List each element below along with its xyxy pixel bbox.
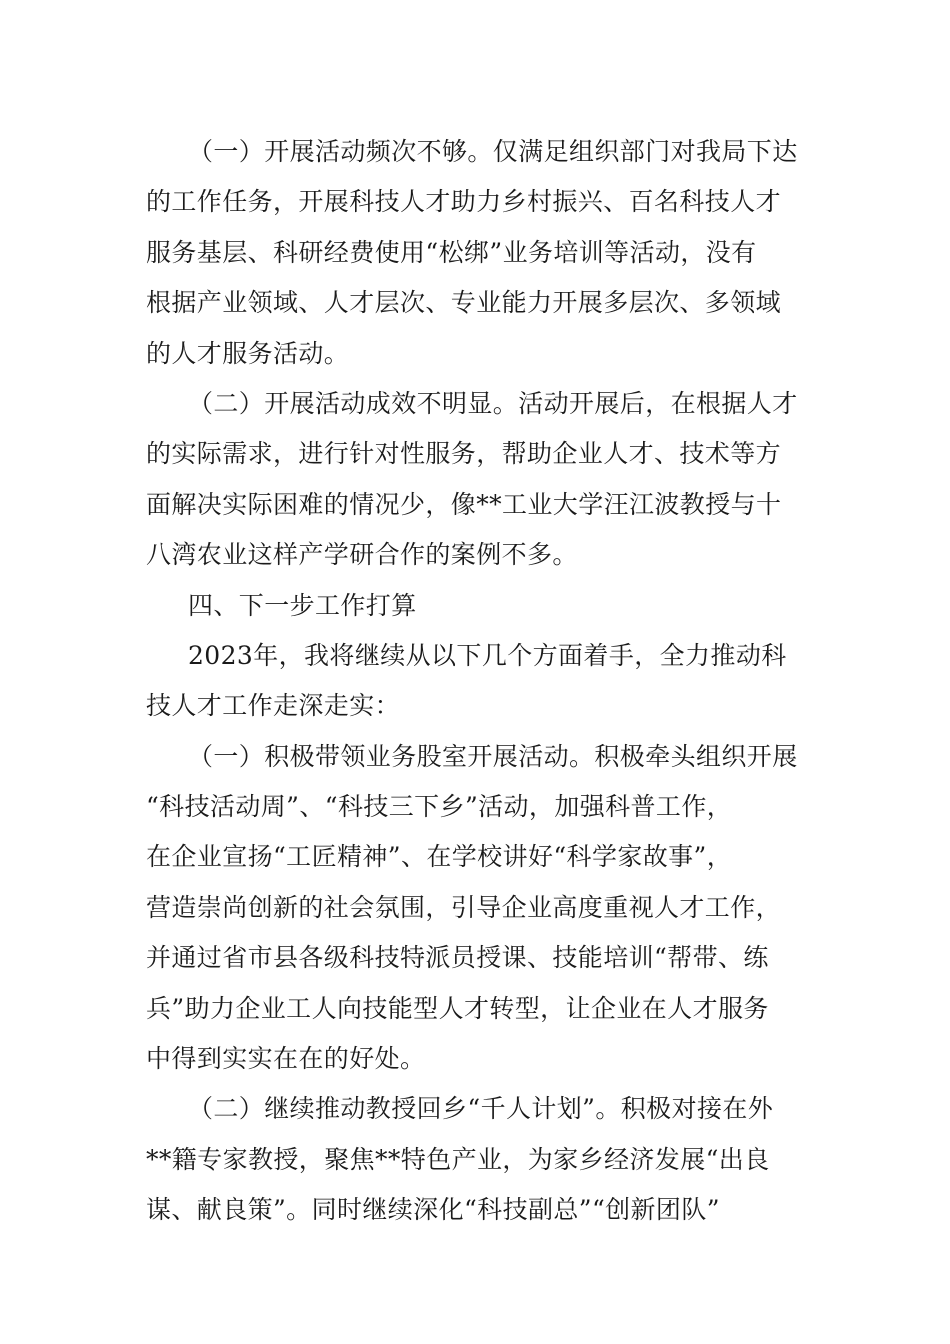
text-line: 谋、献良策”。同时继续深化“科技副总”“创新团队” [146,1195,720,1225]
text-line: （一）积极带领业务股室开展活动。积极牵头组织开展 [188,741,798,771]
text-line: 兵”助力企业工人向技能型人才转型，让企业在人才服务 [146,993,769,1023]
document-body [146,127,816,1236]
text-line: 2023年，我将继续从以下几个方面着手，全力推动科 [188,640,787,670]
text-line: 的人才服务活动。 [146,338,350,368]
text-line: 八湾农业这样产学研合作的案例不多。 [146,540,578,570]
text-line: 根据产业领域、人才层次、专业能力开展多层次、多领域 [146,288,782,318]
text-line: 的工作任务，开展科技人才助力乡村振兴、百名科技人才 [146,187,782,217]
text-line: 的实际需求，进行针对性服务，帮助企业人才、技术等方 [146,439,782,469]
text-line: （一）开展活动频次不够。仅满足组织部门对我局下达 [188,137,798,166]
text-line: 并通过省市县各级科技特派员授课、技能培训“帮带、练 [146,943,769,973]
text-line: “科技活动周”、“科技三下乡”活动，加强科普工作， [146,792,733,822]
text-line: **籍专家教授，聚焦**特色产业，为家乡经济发展“出良 [146,1144,770,1174]
text-line: 在企业宣扬“工匠精神”、在学校讲好“科学家故事”， [146,842,733,872]
text-line: 四、下一步工作打算 [188,590,417,620]
text-line: 中得到实实在在的好处。 [146,1044,426,1074]
text-line: 营造崇尚创新的社会氛围，引导企业高度重视人才工作， [146,892,782,922]
text-line: 面解决实际困难的情况少，像**工业大学汪江波教授与十 [146,489,782,519]
text-line: 服务基层、科研经费使用“松绑”业务培训等活动，没有 [146,237,757,267]
text-line: （二）继续推动教授回乡“千人计划”。积极对接在外 [188,1094,774,1124]
text-line: （二）开展活动成效不明显。活动开展后，在根据人才 [188,388,798,418]
text-line: 技人才工作走深走实： [146,691,401,721]
